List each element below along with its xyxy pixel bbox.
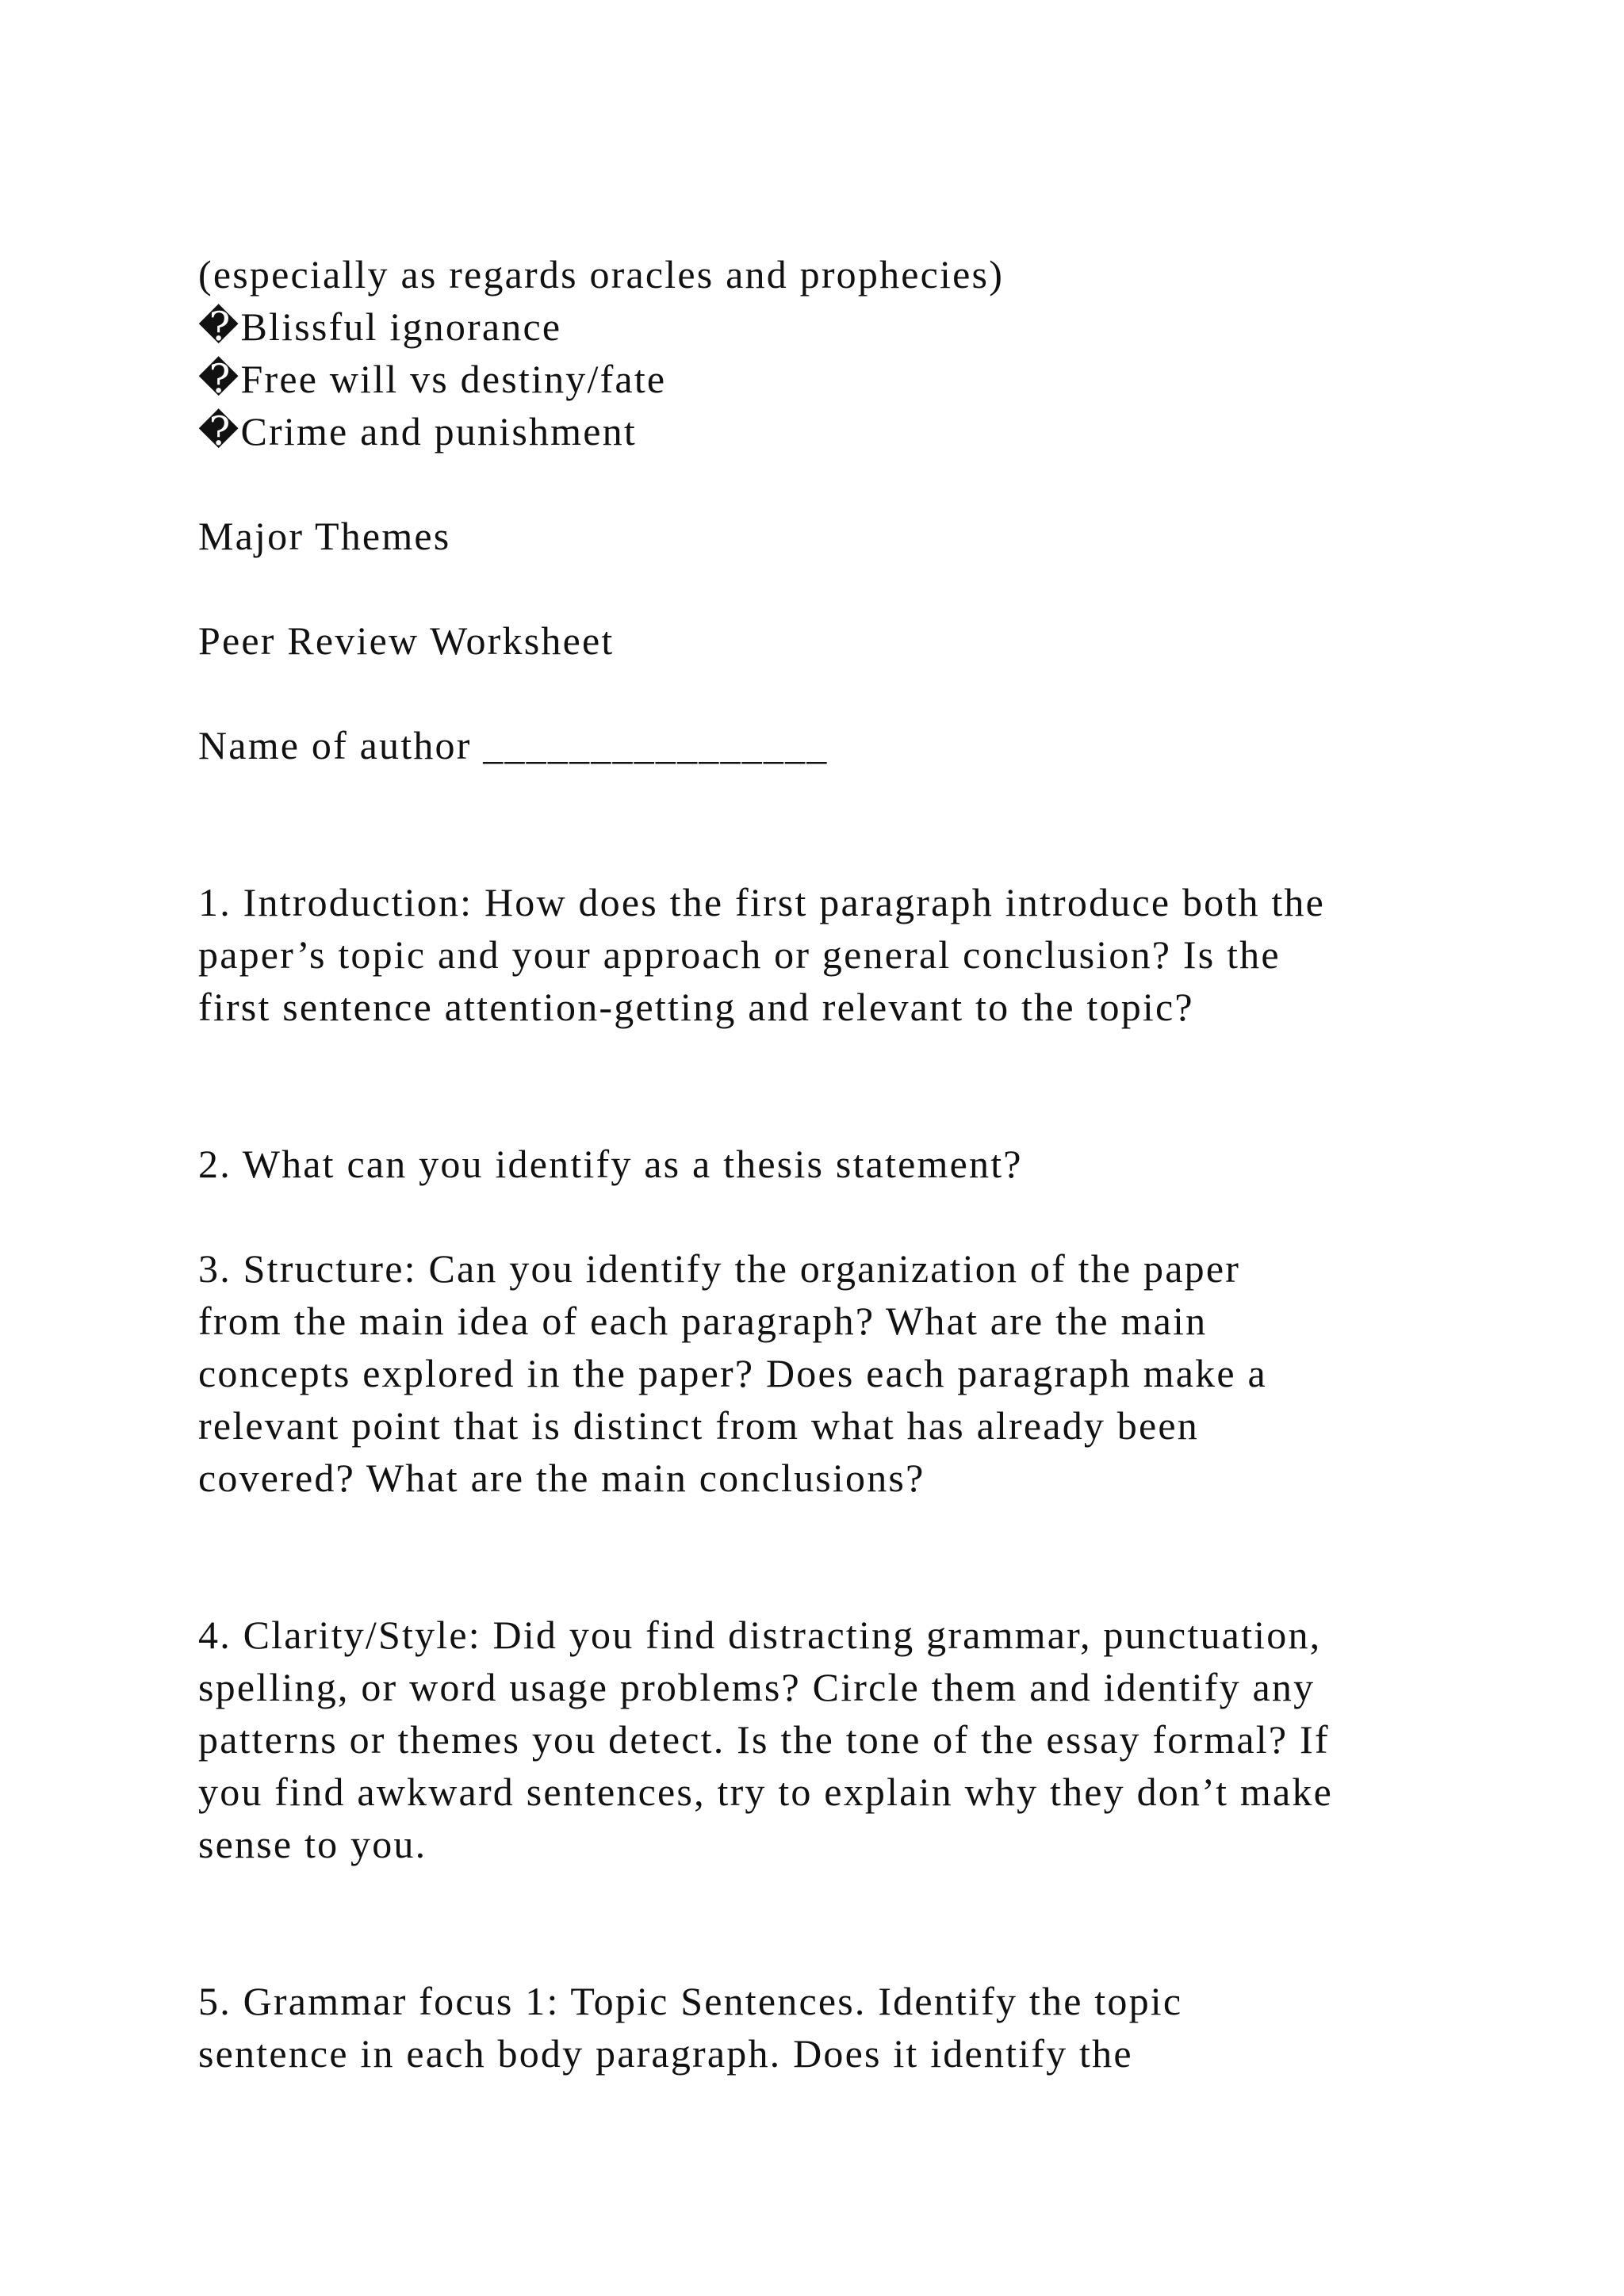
question-3-line: from the main idea of each paragraph? What are the main (198, 1299, 1208, 1343)
question-4-line: sense to you. (198, 1822, 427, 1866)
bullet-item: �Crime and punishment (198, 409, 637, 453)
text-line: (especially as regards oracles and prophecies) (198, 252, 1005, 297)
bullet-item: �Blissful ignorance (198, 304, 562, 349)
author-name-line: Name of author ________________ (198, 723, 829, 767)
question-4-line: you find awkward sentences, try to explain why they don’t make (198, 1770, 1333, 1814)
question-3-line: concepts explored in the paper? Does each paragraph make a (198, 1351, 1267, 1395)
section-heading: Major Themes (198, 514, 451, 558)
question-3-line: relevant point that is distinct from what has already been (198, 1403, 1199, 1448)
worksheet-title: Peer Review Worksheet (198, 618, 615, 663)
question-5-line: 5. Grammar focus 1: Topic Sentences. Identify the topic (198, 1979, 1183, 2023)
question-1-line: 1. Introduction: How does the first paragraph introduce both the (198, 880, 1326, 924)
question-1-line: first sentence attention-getting and relevant to the topic? (198, 985, 1194, 1029)
question-3-line: 3. Structure: Can you identify the organization of the paper (198, 1246, 1241, 1291)
question-5-line: sentence in each body paragraph. Does it identify the (198, 2031, 1133, 2076)
question-4-line: spelling, or word usage problems? Circle them and identify any (198, 1665, 1316, 1709)
question-4-line: patterns or themes you detect. Is the tone of the essay formal? If (198, 1717, 1330, 1762)
bullet-item: �Free will vs destiny/fate (198, 357, 667, 401)
question-3-line: covered? What are the main conclusions? (198, 1456, 925, 1500)
question-4-line: 4. Clarity/Style: Did you find distracting grammar, punctuation, (198, 1613, 1322, 1657)
question-2-line: 2. What can you identify as a thesis statement? (198, 1142, 1023, 1186)
question-1-line: paper’s topic and your approach or general conclusion? Is the (198, 932, 1281, 977)
